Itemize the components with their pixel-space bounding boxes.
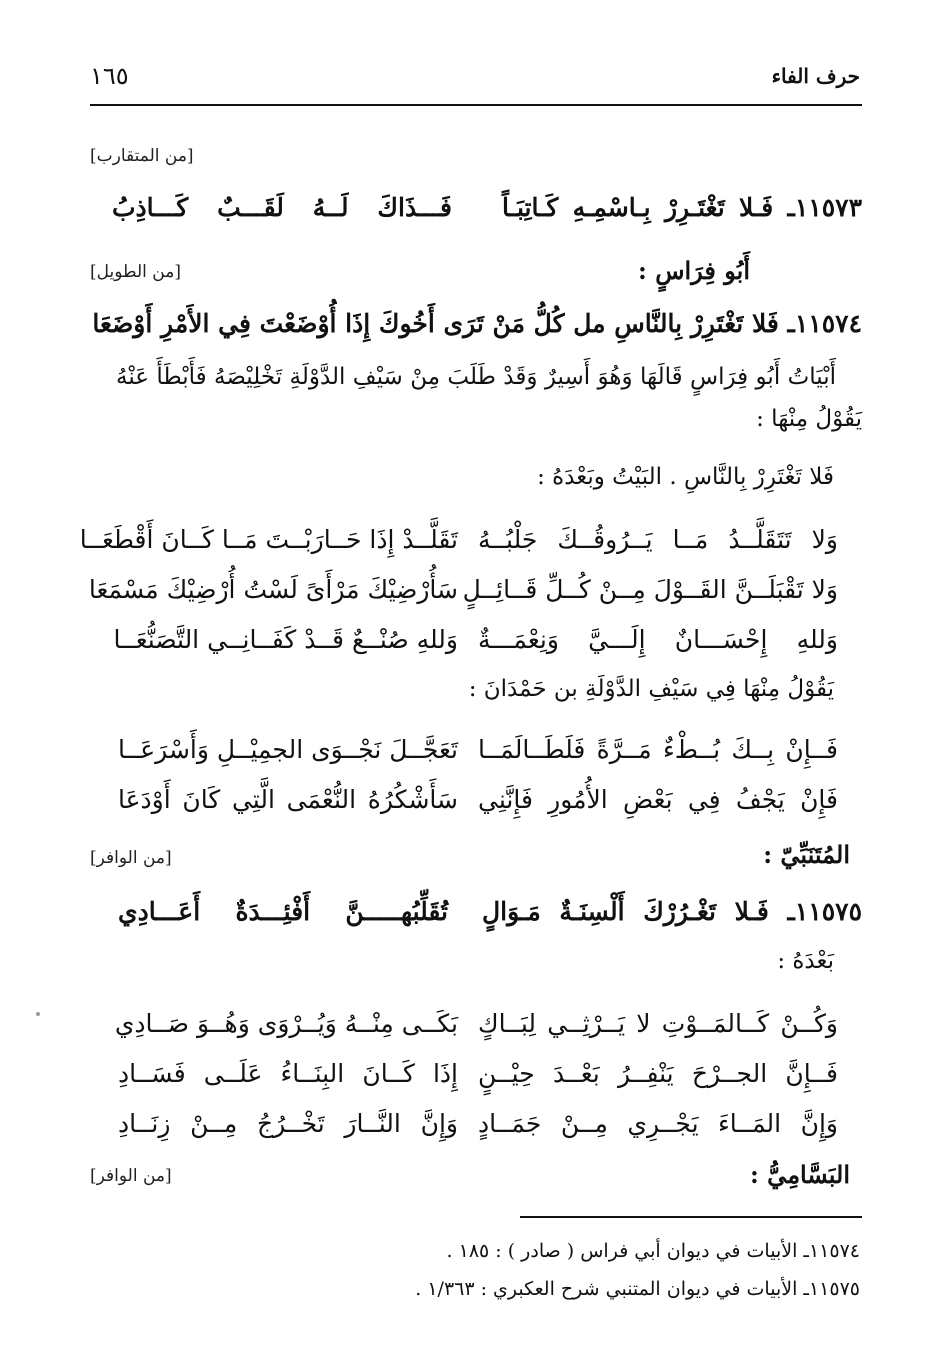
verse-line bbox=[113, 618, 838, 662]
meter-label: [من المتقارب] bbox=[90, 146, 194, 166]
verse-second-hemistich: وَإِنَّ النَّــارَ تَخْــرُجُ مِــنْ زِنَــادِ bbox=[118, 1109, 458, 1138]
verse-second-hemistich: سَأَشْكُرُهُ النُّعْمَى الَّتِي كَانَ أَوْدَعَا bbox=[118, 785, 458, 814]
verse-first-hemistich: وَلا تَتَقَلَّــدُ مَــا يَــرُوقُــكَ جَلْبُــهُ bbox=[478, 525, 838, 554]
verse-second-hemistich: سَأُرْضِيْكَ مَرْأَىً لَسْتُ أُرْضِيْكَ مَسْمَعَا bbox=[88, 575, 458, 604]
verse-line bbox=[118, 1052, 838, 1096]
verse-first-hemistich: وَللهِ إِحْسَـــانٌ إِلَـــيَّ وَنِعْمَـــةٌ bbox=[478, 625, 838, 654]
commentary-line: بَعْدَهُ : bbox=[777, 948, 834, 974]
verse-first-hemistich: فَإِنْ يَجْفُ فِي بَعْضِ الأُمُورِ فَإِنَّنِي bbox=[478, 785, 838, 814]
page-header bbox=[90, 62, 860, 96]
meter-label: [من الطويل] bbox=[90, 262, 181, 282]
verse-line bbox=[118, 728, 838, 772]
poet-name: البَسَّامِيُّ : bbox=[749, 1160, 850, 1189]
verse-line bbox=[114, 1002, 838, 1046]
verse-11574: ١١٥٧٤ـ فَلا تَغْتَرِرْ بِالنَّاسِ مل كُلُّ مَنْ تَرَى أَخُوكَ إِذَا أُوْضَعْتَ فِي الأَمْرِ أَوْضَعَا bbox=[92, 309, 862, 338]
verse-second-hemistich: وَللهِ صُنْــعٌ قَــدْ كَفَــانِــي التَّصَنُّعَــا bbox=[113, 625, 458, 654]
verse-first-hemistich: وَلا تَقْبَلَــنَّ القَــوْلَ مِــنْ كُــلِّ قَــائِــلٍ bbox=[462, 575, 838, 604]
verse-second-hemistich: بَكَــى مِنْــهُ وَيُــرْوَى وَهُــوَ صَــادِي bbox=[114, 1009, 458, 1038]
verse-first-hemistich: ١١٥٧٥ـ فَـلا تَغْـرُرْكَ أَلْسِنَـةٌ مَـوَالٍ bbox=[482, 897, 862, 926]
footnote: ١١٥٧٥ـ الأبيات في ديوان المتنبي شرح العكبري : ١/٣٦٣ . bbox=[415, 1278, 860, 1300]
verse-line bbox=[79, 518, 838, 562]
chapter-title: حرف الفاء bbox=[771, 64, 860, 88]
verse-second-hemistich: تَقَلَّــدْ إِذَا حَــارَبْــتَ مَــا كَــانَ أَقْطَعَــا bbox=[79, 525, 458, 554]
footnote: ١١٥٧٤ـ الأبيات في ديوان أبي فراس ( صادر ) : ١٨٥ . bbox=[446, 1240, 860, 1262]
commentary-line: فَلا تَغْتَرِرْ بِالنَّاسِ . البَيْتُ وبَعْدَهُ : bbox=[537, 464, 834, 490]
verse-first-hemistich: فَــإِنْ بِــكَ بُــطْءٌ مَــرَّةً فَلَطَــالَمَــا bbox=[478, 735, 838, 764]
verse-11573 bbox=[112, 186, 862, 230]
verse-first-hemistich: وَكُــنْ كَــالمَــوْتِ لا يَــرْثِــي لِبَــاكٍ bbox=[478, 1009, 838, 1038]
verse-first-hemistich: وَإِنَّ المَــاءَ يَجْــرِي مِــنْ جَمَــادٍ bbox=[478, 1109, 838, 1138]
margin-dot bbox=[36, 1012, 40, 1016]
verse-first-hemistich: فَــإِنَّ الجــرْحَ يَنْفِــرُ بَعْــدَ حِيْــنٍ bbox=[478, 1059, 838, 1088]
verse-second-hemistich: تَعَجَّــلَ نَجْــوَى الجمِيْــلِ وَأَسْرَعَــا bbox=[117, 735, 458, 764]
commentary-paragraph: أَبْيَاتُ أَبُو فِرَاسٍ قَالَهَا وَهُوَ أَسِيرٌ وَقَدْ طَلَبَ مِنْ سَيْفِ الدَّوْلَةِ تَخْلِيْصَهُ فَأَبْطَأَ عَنْهُ يَقُوْلُ مِنْهَا : bbox=[116, 364, 862, 432]
header-divider bbox=[90, 104, 862, 106]
poet-name: أَبُو فِرَاسٍ : bbox=[638, 256, 750, 285]
page-number: ١٦٥ bbox=[90, 62, 129, 90]
commentary-line: يَقُوْلُ مِنْهَا فِي سَيْفِ الدَّوْلَةِ بن حَمْدَانَ : bbox=[468, 676, 834, 702]
verse-11575 bbox=[118, 890, 862, 934]
footnote-divider bbox=[520, 1216, 862, 1218]
poet-name: المُتَنَبِّيّ : bbox=[763, 840, 850, 869]
meter-label: [من الوافر] bbox=[90, 1166, 172, 1186]
verse-second-hemistich: تُقَلِّبُهـــــنَّ أَفْئِـــدَةٌ أَعَـــادِي bbox=[118, 897, 448, 926]
verse-line bbox=[118, 778, 838, 822]
verse-second-hemistich: إِذَا كَــانَ البِنَــاءُ عَلَــى فَسَــادِ bbox=[118, 1059, 458, 1088]
verse-line bbox=[88, 568, 838, 612]
verse-first-hemistich: ١١٥٧٣ـ فَـلا تَغْتَـرِرْ بِـاسْمِـهِ كَـاتِبَـاً bbox=[502, 193, 862, 222]
verse-second-hemistich: فَـــذَاكَ لَــهُ لَقَـــبٌ كَـــاذِبُ bbox=[112, 193, 452, 222]
verse-line bbox=[118, 1102, 838, 1146]
meter-label: [من الوافر] bbox=[90, 848, 172, 868]
